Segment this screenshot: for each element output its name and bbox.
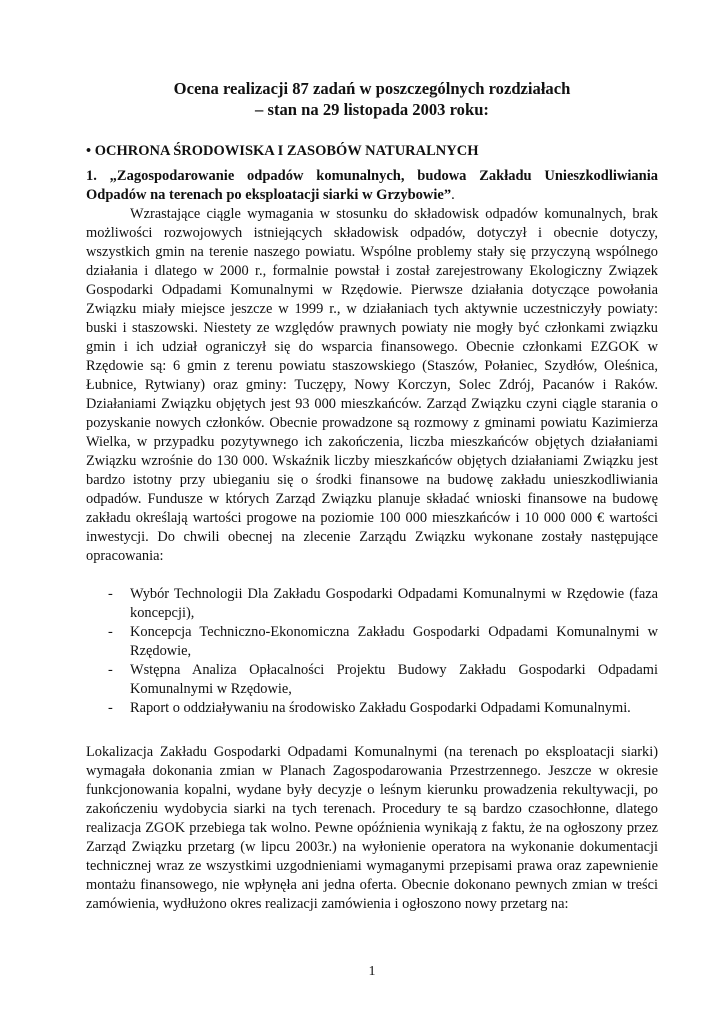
title-line-1: Ocena realizacji 87 zadań w poszczególnych rozdziałach bbox=[173, 79, 571, 98]
page-number: 1 bbox=[368, 964, 376, 979]
paragraph-1 bbox=[86, 205, 658, 566]
list-item-text: Koncepcja Techniczno-Ekonomiczna Zakładu Gospodarki Odpadami Komunalnymi w Rzędowie, bbox=[130, 624, 658, 659]
title-line-2: – stan na 29 listopada 2003 roku: bbox=[255, 100, 489, 119]
list-item-text: Wstępna Analiza Opłacalności Projektu Budowy Zakładu Gospodarki Odpadami Komunalnymi w Rzędowie, bbox=[130, 662, 658, 697]
item-heading-text: 1. „Zagospodarowanie odpadów komunalnych, budowa Zakładu Unieszkodliwiania Odpadów na terenach po eksploatacji siarki w Grzybowie” bbox=[86, 168, 658, 203]
list-item bbox=[86, 585, 658, 623]
item-heading bbox=[86, 167, 658, 205]
section-heading: • OCHRONA ŚRODOWISKA I ZASOBÓW NATURALNYCH bbox=[86, 143, 479, 159]
paragraph-1-text: Wzrastające ciągle wymagania w stosunku do składowisk odpadów komunalnych, brak możliwości rozwojowych istniejących składowisk odpadów, dotyczył i obecnie dotyczy, wszystkich gmin na terenie naszego powiatu. Wspólne problemy stały się przyczyną wspólnego działania i dlatego w 2000 r., formalnie powstał i został zarejestrowany Ekologiczny Związek Gospodarki Odpadami Komunalnymi w Rzędowie. Pierwsze działania dotyczące powołania Związku miały miejsce jeszcze w 1999 r., w działaniach tych aktywnie uczestniczyły powiaty: buski i staszowski. Niestety ze względów prawnych powiaty nie mogły być członkami związku gmin i ich udział ograniczył się do wsparcia finansowego. Obecnie członkami EZGOK w Rzędowie są: 6 gmin z terenu powiatu staszowskiego (Staszów, Połaniec, Szydłów, Oleśnica, Łubnice, Rytwiany) oraz gminy: Tuczępy, Nowy Korczyn, Solec Zdrój, Pacanów i Raków. Działaniami Związku objętych jest 93 000 mieszkańców. Zarząd Związku czyni ciągle starania o pozyskanie nowych członków. Obecnie prowadzone są rozmowy z gminami powiatu Kazimierza Wielka, w przypadku pozytywnego ich zakończenia, liczba mieszkańców objętych działaniami Związku wzrośnie do 130 000. Wskaźnik liczby mieszkańców objętych działaniami Związku jest bardzo istotny przy ubieganiu się o środki finansowe na budowę zakładu unieszkodliwiania odpadów. Fundusze w których Zarząd Związku planuje składać wnioski finansowe na budowę zakładu określają wartości progowe na poziomie 100 000 mieszkańców i 10 000 000 € wartości inwestycji. Do chwili obecnej na zlecenie Zarządu Związku wykonane zostały następujące opracowania: bbox=[86, 206, 658, 564]
list-item-text: Raport o oddziaływaniu na środowisko Zakładu Gospodarki Odpadami Komunalnymi. bbox=[130, 700, 631, 716]
list-item bbox=[86, 699, 658, 718]
list-item-text: Wybór Technologii Dla Zakładu Gospodarki Odpadami Komunalnymi w Rzędowie (faza koncepcji), bbox=[130, 586, 658, 621]
bullet-dash: - bbox=[108, 624, 113, 640]
bullet-dash: - bbox=[108, 586, 113, 602]
document-title bbox=[86, 78, 658, 120]
bullet-dash: - bbox=[108, 662, 113, 678]
list-item bbox=[86, 623, 658, 661]
bullet-dash: - bbox=[108, 700, 113, 716]
list-item bbox=[86, 661, 658, 699]
item-heading-tail: . bbox=[451, 187, 455, 203]
document-list bbox=[86, 585, 658, 718]
paragraph-2: Lokalizacja Zakładu Gospodarki Odpadami Komunalnymi (na terenach po eksploatacji siarki) wymagała dokonania zmian w Planach Zagospodarowania Przestrzennego. Jeszcze w okresie funkcjonowania kopalni, wydane były decyzje o leśnym kierunku prowadzenia rekultywacji, po zakończeniu wydobycia siarki na tych terenach. Procedury te są bardzo czasochłonne, dlatego realizacja ZGOK przebiega tak wolno. Pewne opóźnienia wynikają z faktu, że na ogłoszony przez Zarząd Związku przetarg (w lipcu 2003r.) na wyłonienie operatora na wykonanie dokumentacji technicznej wraz ze wszystkimi uzgodnieniami wymaganymi przepisami prawa oraz zapewnienie montażu finansowego, nie wpłynęła ani jedna oferta. Obecnie dokonano pewnych zmian w treści zamówienia, wydłużono okres realizacji zamówienia i ogłoszono nowy przetarg na: bbox=[86, 744, 658, 912]
